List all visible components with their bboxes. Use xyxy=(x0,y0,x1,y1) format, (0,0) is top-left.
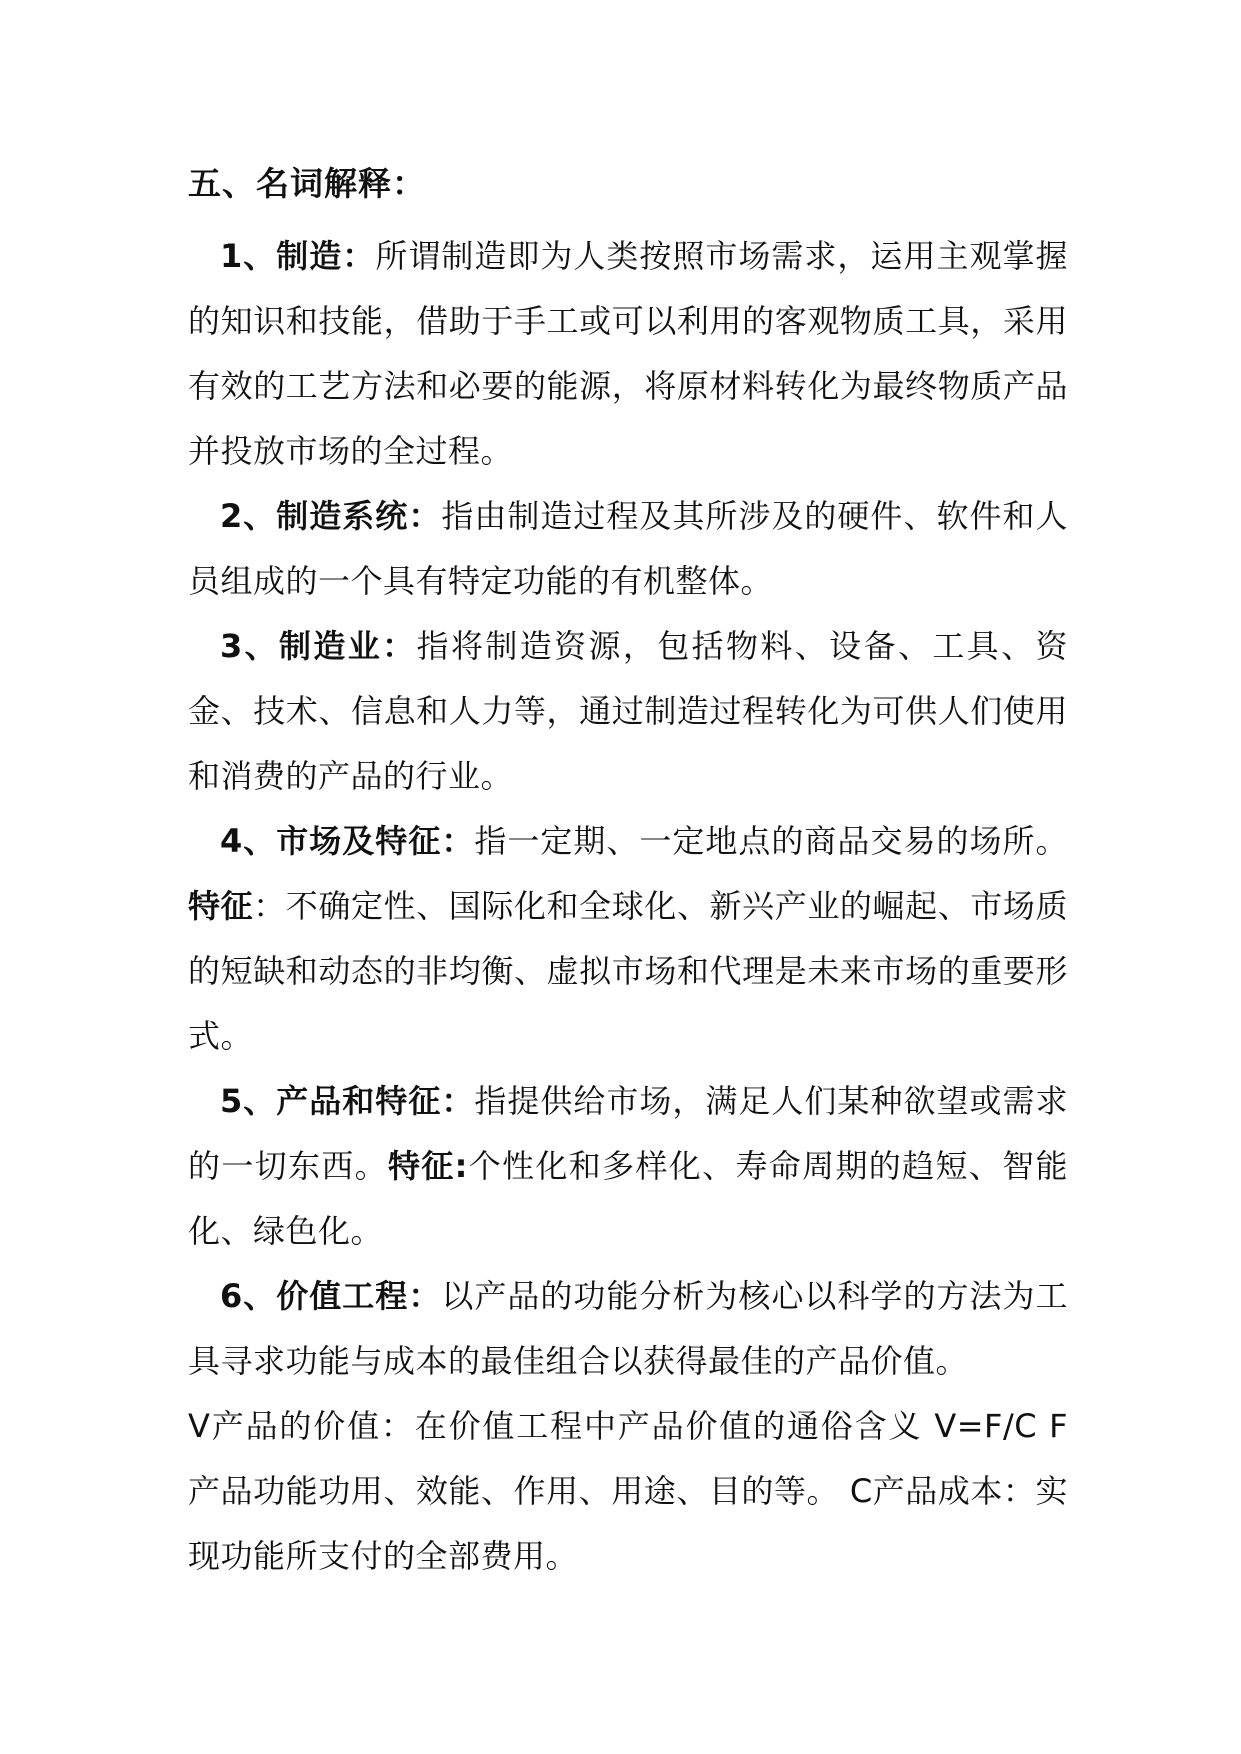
term-label: 6、价值工程： xyxy=(220,1277,442,1315)
features-label: 特征: xyxy=(388,1147,468,1185)
definition-text: 指一定期、一定地点的商品交易的场所。 xyxy=(474,822,1068,860)
term-label: 3、制造业： xyxy=(220,627,417,665)
definition-value-engineering xyxy=(188,1264,1068,1394)
document-page xyxy=(188,160,1068,1589)
definition-manufacturing-system xyxy=(188,484,1068,614)
features-text: 个性化和多样化、寿命周期的趋短、智能化、绿色化。 xyxy=(188,1147,1068,1250)
definition-text: 以产品的功能分析为核心以科学的方法为工具寻求功能与成本的最佳组合以获得最佳的产品价值。 xyxy=(188,1277,1068,1380)
term-label: 1、制造： xyxy=(220,237,376,275)
definition-manufacturing-industry xyxy=(188,614,1068,809)
section-heading: 五、名词解释： xyxy=(188,164,426,203)
term-label: 2、制造系统： xyxy=(220,497,442,535)
features-label: 特征 xyxy=(188,887,254,925)
term-label: 4、市场及特征： xyxy=(220,822,475,860)
definition-text: 指提供给市场，满足人们某种欲望或需求的一切东西。 xyxy=(188,1082,1068,1185)
term-label: 5、产品和特征： xyxy=(220,1082,475,1120)
definition-market xyxy=(188,809,1068,1069)
definition-text: 指将制造资源，包括物料、设备、工具、资金、技术、信息和人力等，通过制造过程转化为可供人们使用和消费的产品的行业。 xyxy=(188,627,1068,795)
definition-manufacturing xyxy=(188,224,1068,484)
value-formula-text: V产品的价值：在价值工程中产品价值的通俗含义 V=F/C F产品功能功用、效能、作用、用途、目的等。 C产品成本：实现功能所支付的全部费用。 xyxy=(188,1407,1068,1575)
definition-text: 指由制造过程及其所涉及的硬件、软件和人员组成的一个具有特定功能的有机整体。 xyxy=(188,497,1068,600)
definition-text: 所谓制造即为人类按照市场需求，运用主观掌握的知识和技能，借助于手工或可以利用的客观物质工具，采用有效的工艺方法和必要的能源，将原材料转化为最终物质产品并投放市场的全过程。 xyxy=(188,237,1068,470)
definition-product xyxy=(188,1069,1068,1264)
features-text: ：不确定性、国际化和全球化、新兴产业的崛起、市场质的短缺和动态的非均衡、虚拟市场和代理是未来市场的重要形式。 xyxy=(188,887,1068,1055)
